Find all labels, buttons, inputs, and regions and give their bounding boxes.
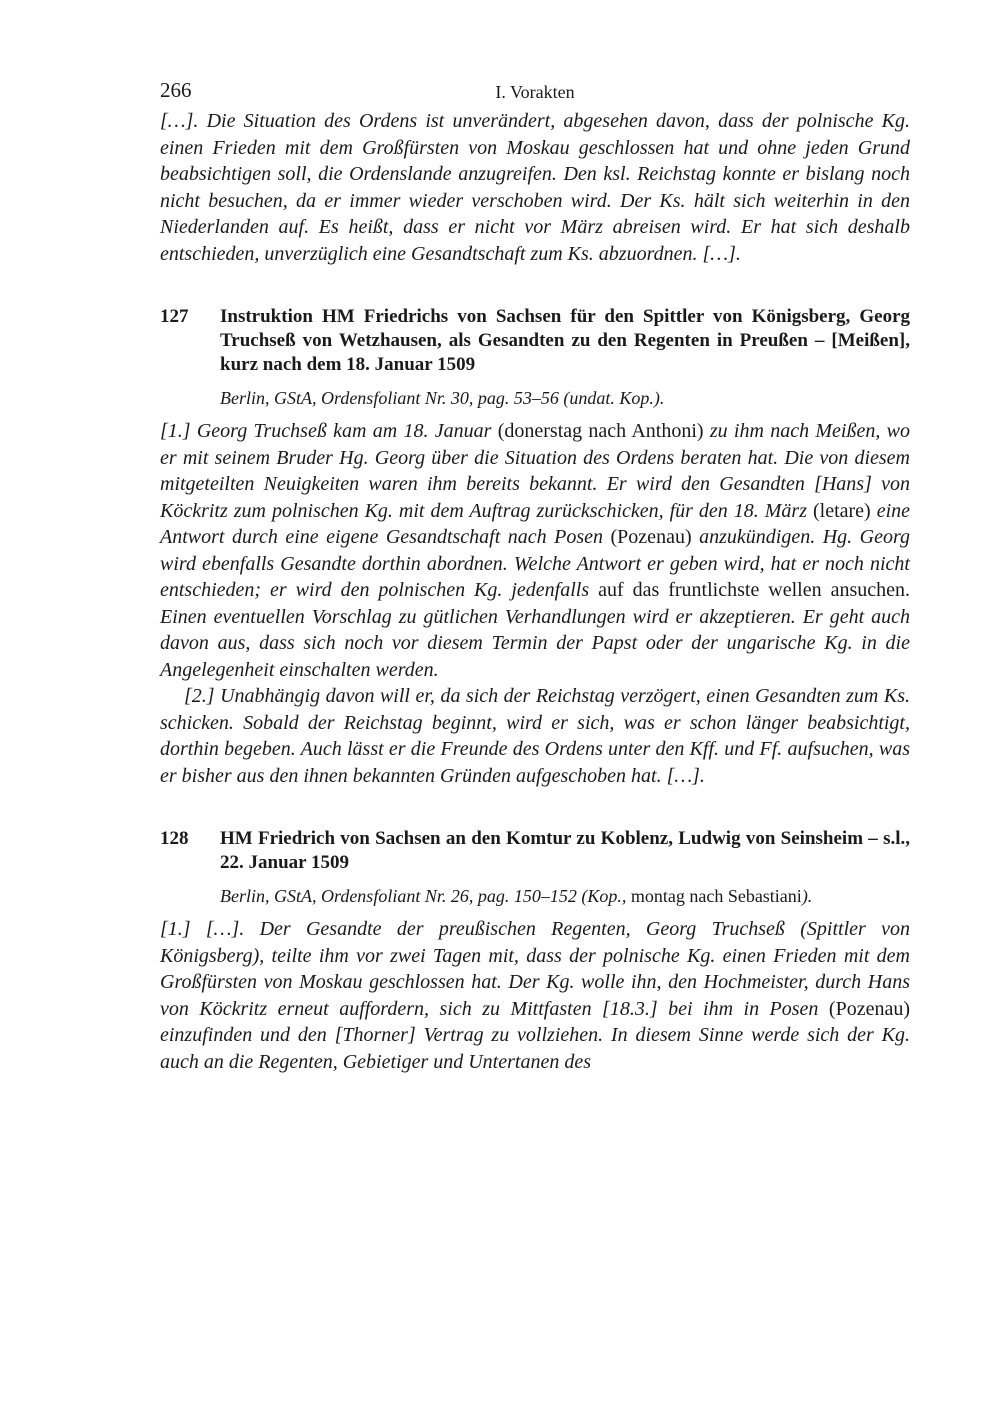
quoted-segment: (Pozenau) xyxy=(603,526,700,548)
entry-127-heading xyxy=(160,305,910,377)
entry-128 xyxy=(160,827,910,1075)
source-segment: Berlin, GStA, Ordensfoliant Nr. 26, pag. 150–152 (Kop., xyxy=(220,886,627,906)
text-segment: Einen eventuellen Vorschlag zu gütlichen Verhandlungen wird er akzeptieren. Er geht auch davon aus, dass sich noch vor diesem Termin der Papst oder der ungarische Kg. in die Angelegenheit einschalten werden. xyxy=(160,605,910,681)
running-head: I. Vorakten xyxy=(495,82,575,102)
entry-127-paragraph-1 xyxy=(160,418,910,683)
entry-title: Instruktion HM Friedrichs von Sachsen für den Spittler von Königsberg, Georg Truchseß von Wetzhausen, als Gesandten zu den Regenten in Preußen – [Meißen], kurz nach dem 18. Januar 1509 xyxy=(220,306,910,375)
quoted-segment: (Pozenau) xyxy=(818,997,910,1020)
entry-title: HM Friedrich von Sachsen an den Komtur zu Koblenz, Ludwig von Seinsheim – s.l., 22. Januar 1509 xyxy=(220,828,910,873)
entry-source: Berlin, GStA, Ordensfoliant Nr. 30, pag. 53–56 (undat. Kop.). xyxy=(220,388,665,408)
entry-128-heading xyxy=(160,827,910,875)
quoted-segment: (letare) xyxy=(807,499,877,522)
entry-127-paragraph-2: [2.] Unabhängig davon will er, da sich der Reichstag verzögert, einen Gesandten zum Ks. schicken. Sobald der Reichstag beginnt, wird er sich, was er schon länger beabsichtigt, dorthin begeben. Auch lässt er die Freunde des Ordens unter den Kff. und Ff. aufsuchen, was er bisher aus den ihnen bekannten Gründen aufgeschoben hat. […]. xyxy=(160,685,910,787)
entry-source xyxy=(220,884,910,908)
entry-number: 128 xyxy=(160,828,189,849)
quoted-segment: montag nach Sebastiani xyxy=(626,886,802,906)
source-segment: ). xyxy=(801,886,813,906)
text-segment: einzufinden und den [Thorner] Vertrag zu vollziehen. In diesem Sinne werde sich der Kg. auch an die Regenten, Gebietiger und Untertanen des xyxy=(160,1024,910,1073)
text-segment: zu ihm nach Meißen, wo er mit seinem Bruder Hg. Georg über die Situation des Ordens beraten hat. Die von diesem mitgeteilten Neuigkeiten waren ihm bereits bekannt. Er wird den Gesandten [Hans] von Köckritz zum polnischen Kg. mit dem Auftrag zurückschicken, für den 18. März xyxy=(160,420,910,522)
entry-127 xyxy=(160,305,910,789)
document-page xyxy=(160,76,910,1075)
page-header xyxy=(160,76,910,108)
entry-number: 127 xyxy=(160,306,189,327)
quoted-segment: (donerstag nach Anthoni) xyxy=(491,420,710,442)
page-number: 266 xyxy=(160,78,192,102)
intro-paragraph: […]. Die Situation des Ordens ist unverändert, abgesehen davon, dass der polnische Kg. einen Frieden mit dem Großfürsten von Moskau geschlossen hat und ohne jeden Grund beabsichtigen soll, die Ordenslande anzugreifen. Den ksl. Reichstag konnte er bislang noch nicht besuchen, da er immer wieder verschoben wird. Der Ks. hält sich weiterhin in den Niederlanden auf. Es heißt, dass er nicht vor März abreisen wird. Er hat sich deshalb entschieden, unverzüglich eine Gesandtschaft zum Ks. abzuordnen. […]. xyxy=(160,110,910,265)
text-segment: [1.] […]. Der Gesandte der preußischen Regenten, Georg Truchseß (Spittler von Königsberg), teilte ihm vor zwei Tagen mit, dass der polnische Kg. einen Frieden mit dem Großfürsten von Moskau geschlossen hat. Der Kg. wolle ihn, den Hochmeister, durch Hans von Köckritz erneut auffordern, sich zu Mittfasten [18.3.] bei ihm in Posen xyxy=(160,918,910,1020)
text-segment: eine Antwort durch eine eigene Gesandtschaft nach Posen xyxy=(160,499,910,548)
entry-128-paragraph-1 xyxy=(160,916,910,1075)
quoted-segment: auf das fruntlichste wellen ansuchen. xyxy=(589,579,910,601)
text-segment: anzukündigen. Hg. Georg wird ebenfalls Gesandte dorthin abordnen. Welche Antwort er geben wird, hat er noch nicht entschieden; er wird den polnischen Kg. jedenfalls xyxy=(160,526,910,601)
text-segment: [1.] Georg Truchseß kam am 18. Januar xyxy=(160,420,492,442)
